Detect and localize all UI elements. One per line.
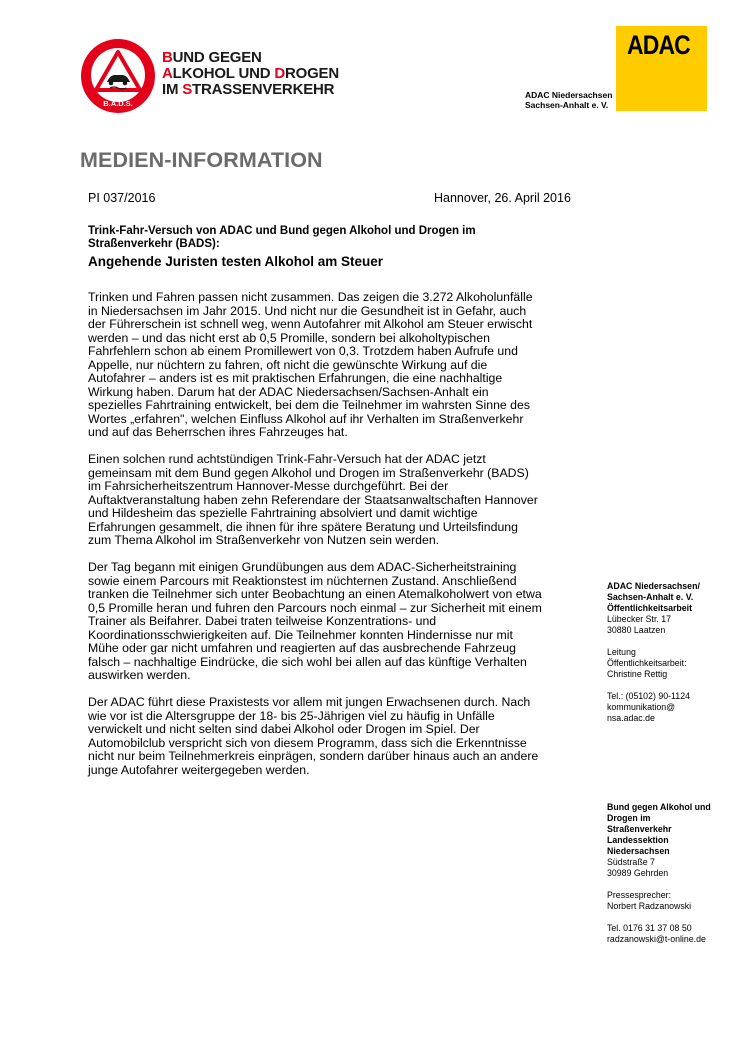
body-paragraph bbox=[88, 696, 588, 777]
sidebar-block-org-lines bbox=[607, 802, 737, 879]
body-line: wie vor ist die Altersgruppe der 18- bis 25-Jährigen viel zu häufig in Unfälle bbox=[88, 708, 495, 723]
sidebar-line: Tel.: (05102) 90-1124 bbox=[607, 691, 690, 701]
sidebar-line: Pressesprecher: bbox=[607, 890, 672, 900]
sidebar-line: Bund gegen Alkohol und bbox=[607, 802, 711, 812]
sidebar-block-contact bbox=[607, 890, 737, 912]
body-line: Trainer als Beifahrer. Dabei traten teilweise Konzentrations- und bbox=[88, 614, 437, 628]
sidebar-line: Öffentlichkeitsarbeit bbox=[607, 603, 693, 613]
body-line: spezielles Fahrtraining entwickelt, bei dem die Teilnehmer im wahrsten Sinne des bbox=[88, 398, 530, 412]
body-line: Erfahrungen gesammelt, die ihnen für ihre spätere Beratung und Urteilsfindung bbox=[88, 519, 518, 534]
body-line: gemeinsam mit dem Bund gegen Alkohol und Drogen im Straßenverkehr (BADS) bbox=[88, 465, 529, 480]
bads-wordmark-segment: D bbox=[274, 65, 285, 82]
sidebar-line: Straßenverkehr bbox=[607, 824, 672, 834]
bads-wordmark-segment: IM bbox=[162, 81, 183, 98]
bads-wordmark-segment: LKOHOL UND bbox=[172, 65, 275, 82]
body-line: in Niedersachsen im Jahr 2015. Und nicht nur die Gesundheit ist in Gefahr, auch bbox=[88, 303, 527, 318]
body-line: werden – und das nicht erst ab 0,5 Promille, sondern bei alkoholtypischen bbox=[88, 330, 490, 345]
adac-logo-word: ADAC bbox=[627, 30, 690, 60]
body-line: Einen solchen rund achtstündigen Trink-Fahr-Versuch hat der ADAC jetzt bbox=[88, 452, 486, 466]
body-line: Auftaktveranstaltung haben zehn Referendare der Staatsanwaltschaften Hannover bbox=[88, 492, 538, 507]
sidebar-adac-contact bbox=[607, 581, 737, 735]
body-line: und auf das Beherrschen ihres Fahrzeuges hat. bbox=[88, 425, 348, 439]
body-line: Wortes „erfahren", welchen Einfluss Alkohol auf ihr Verhalten im Straßenverkehr bbox=[88, 411, 524, 426]
bads-wordmark-segment: A bbox=[162, 65, 173, 82]
sidebar-line: Christine Rettig bbox=[607, 669, 668, 679]
bads-wordmark bbox=[162, 50, 339, 98]
sidebar-block-contact bbox=[607, 647, 737, 680]
adac-org-name bbox=[525, 90, 612, 110]
subtitle-line: Straßenverkehr (BADS): bbox=[88, 238, 220, 250]
sidebar-line: Norbert Radzanowski bbox=[607, 901, 692, 911]
sidebar-line: Niedersachsen bbox=[607, 846, 670, 856]
bads-badge-text: B.A.D.S. bbox=[103, 99, 133, 108]
bads-wordmark-segment: S bbox=[182, 81, 193, 98]
sidebar-line: Sachsen-Anhalt e. V. bbox=[607, 592, 694, 602]
sidebar-address-line: 30880 Laatzen bbox=[607, 625, 666, 635]
bads-wordmark-segment: UND GEGEN bbox=[172, 49, 262, 66]
bads-wordmark-segment: ROGEN bbox=[284, 65, 339, 82]
sidebar-line: Öffentlichkeitsarbeit: bbox=[607, 658, 687, 668]
body-line: Trinken und Fahren passen nicht zusammen. Das zeigen die 3.272 Alkoholunfälle bbox=[88, 290, 533, 304]
body-line: Der ADAC führt diese Praxistests vor allem mit jungen Erwachsenen durch. Nach bbox=[88, 695, 531, 709]
sidebar-block-phone bbox=[607, 923, 737, 945]
body-line: Fahrfehlern schon ab einem Promillewert von 0,3. Trotzdem haben Aufrufe und bbox=[88, 344, 518, 358]
body-line: im Fahrsicherheitszentrum Hannover-Messe durchgeführt. Bei der bbox=[88, 479, 449, 493]
dateline: Hannover, 26. April 2016 bbox=[434, 191, 571, 205]
sidebar-line: kommunikation@ bbox=[607, 702, 676, 712]
subtitle-line: Trink-Fahr-Versuch von ADAC und Bund gegen Alkohol und Drogen im bbox=[88, 225, 476, 237]
sidebar-line: ADAC Niedersachsen/ bbox=[607, 581, 700, 591]
body-line: nicht nur beim Teilnehmerkreis einprägen, sondern darüber hinaus auch an andere bbox=[88, 749, 539, 763]
article-body bbox=[88, 291, 588, 791]
body-line: Appelle, nur nüchtern zu fahren, oft nicht die gewünschte Wirkung auf die bbox=[88, 357, 488, 372]
body-line: zum Thema Alkohol im Straßenverkehr von Nutzen sein werden. bbox=[88, 533, 440, 547]
sidebar-line: Drogen im bbox=[607, 813, 651, 823]
subtitle bbox=[88, 225, 568, 251]
body-line: verwickelt und nicht selten sind dabei Alkohol oder Drogen im Spiel. Der bbox=[88, 722, 480, 736]
body-line: Der Tag begann mit einigen Grundübungen aus dem ADAC-Sicherheitstraining bbox=[88, 560, 517, 574]
document-type-label: MEDIEN-INFORMATION bbox=[80, 148, 323, 172]
sidebar-block-org-lines bbox=[607, 581, 737, 636]
body-line: auswirken werden. bbox=[88, 668, 191, 682]
bads-wordmark-line1 bbox=[162, 50, 339, 66]
body-line: Wirkung haben. Darum hat der ADAC Niedersachsen/Sachsen-Anhalt ein bbox=[88, 384, 489, 399]
body-paragraph bbox=[88, 453, 588, 548]
sidebar-bads-contact bbox=[607, 802, 737, 956]
sidebar-line: Landessektion bbox=[607, 835, 669, 845]
headline: Angehende Juristen testen Alkohol am Steuer bbox=[88, 254, 384, 269]
body-line: Automobilclub verspricht sich von diesem Programm, dass sich die Erkenntnisse bbox=[88, 735, 527, 750]
sidebar-address-line: Südstraße 7 bbox=[607, 857, 655, 867]
body-line: Mühe oder gar nicht umfahren und reagierten auf das ausbrechende Fahrzeug bbox=[88, 641, 516, 655]
bads-wordmark-line2 bbox=[162, 66, 339, 82]
bads-wordmark-segment: TRASSENVERKEHR bbox=[192, 81, 335, 98]
body-line: tranken die Teilnehmer sich unter Beobachtung an einen Atemalkoholwert von etwa bbox=[88, 587, 542, 601]
body-line: und Hildesheim das spezielle Fahrtraining absolviert und damit wichtige bbox=[88, 506, 478, 520]
sidebar-line: Tel. 0176 31 37 08 50 bbox=[607, 923, 692, 933]
body-line: junge Autofahrer weitergegeben werden. bbox=[88, 762, 310, 777]
body-paragraph bbox=[88, 561, 588, 683]
press-info-number: PI 037/2016 bbox=[88, 191, 156, 205]
body-line: der Führerschein ist schnell weg, wenn Autofahrer mit Alkohol am Steuer erwischt bbox=[88, 317, 533, 331]
sidebar-block-phone bbox=[607, 691, 737, 724]
body-line: sowie einem Parcours mit Reaktionstest im nüchternen Zustand. Anschließend bbox=[88, 573, 517, 588]
bads-logo bbox=[80, 38, 156, 114]
body-line: falsch – nachhaltige Eindrücke, die sich wohl bei allen auf das künftige Verhalten bbox=[88, 654, 527, 669]
sidebar-address-line: 30989 Gehrden bbox=[607, 868, 669, 878]
body-line: Koordinationsschwierigkeiten auf. Die Teilnehmer konnten Hindernisse nur mit bbox=[88, 627, 513, 642]
sidebar-address-line: Lübecker Str. 17 bbox=[607, 614, 672, 624]
adac-org-line: Sachsen-Anhalt e. V. bbox=[525, 100, 609, 110]
body-paragraph bbox=[88, 291, 588, 440]
bads-wordmark-segment: B bbox=[162, 49, 173, 66]
sidebar-line: radzanowski@t-online.de bbox=[607, 934, 706, 944]
sidebar-line: Leitung bbox=[607, 647, 636, 657]
body-line: 0,5 Promille heran und fuhren den Parcours noch einmal – zur Sicherheit mit einem bbox=[88, 600, 542, 615]
bads-wordmark-line3 bbox=[162, 82, 339, 98]
body-line: Autofahrer – anders ist es mit praktischen Erfahrungen, die eine nachhaltige bbox=[88, 371, 503, 385]
sidebar-line: nsa.adac.de bbox=[607, 713, 655, 723]
adac-org-line: ADAC Niedersachsen bbox=[525, 90, 613, 100]
